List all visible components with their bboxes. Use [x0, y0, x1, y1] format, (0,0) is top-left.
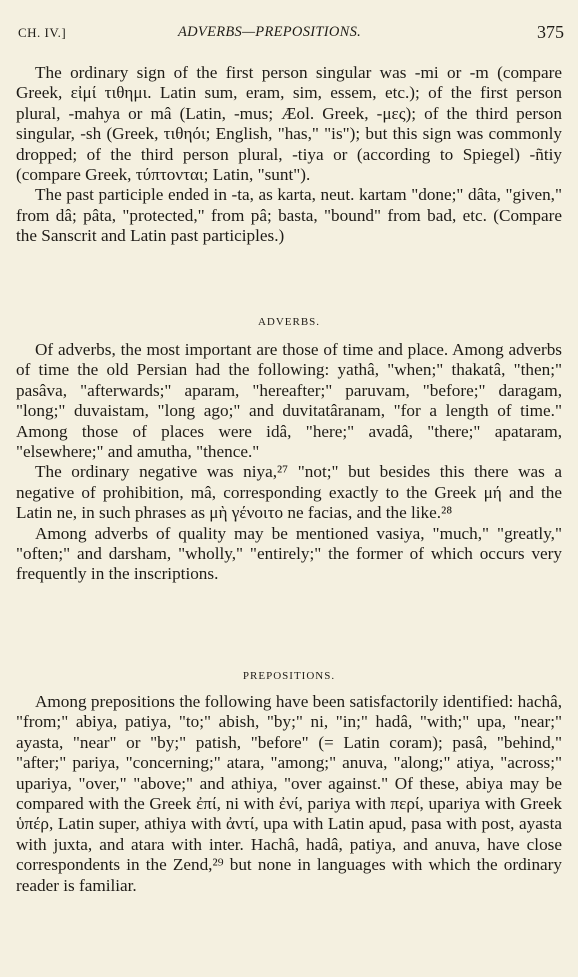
- section-heading-adverbs: ADVERBS.: [257, 316, 321, 328]
- paragraph: Of adverbs, the most important are those of time and place. Among adverbs of time the old Persian had the following: yathâ, "when;" thakatâ, "then;" pasâva, "afterwards;" aparam, "hereafter;" paruvam, "before;" daragam, "long;" duvaistam, "long ago;" and duvitatâranam, "for a length of time." Among those of places were idâ, "here;" avadâ, "there;" apataram, "elsewhere;" and amutha, "thence.": [16, 340, 562, 462]
- paragraph: The past participle ended in -ta, as karta, neut. kartam "done;" dâta, "given," from dâ; pâta, "protected," from pâ; basta, "bound" from bad, etc. (Compare the Sanscrit and Latin past participles.): [16, 185, 562, 246]
- adverbs-section: [16, 340, 562, 585]
- paragraph: The ordinary negative was niya,²⁷ "not;" but besides this there was a negative of prohibition, mâ, corresponding exactly to the Greek μή and the Latin ne, in such phrases as μὴ γένοιτο ne facias, and the like.²⁸: [16, 462, 562, 523]
- paragraph: Among adverbs of quality may be mentioned vasiya, "much," "greatly," "often;" and darsham, "wholly," "entirely;" the former of which occurs very frequently in the inscriptions.: [16, 523, 562, 584]
- paragraph: Among prepositions the following have been satisfactorily identified: hachâ, "from;" abiya, patiya, "to;" abish, "by;" ni, "in;" hadâ, "with;" upa, "near;" ayasta, "near" or "by;" patish, "before" (= Latin coram); pasâ, "behind," "after;" pariya, "concerning;" atara, "among;" anuva, "along;" atiya, "across;" upariya, "over," "above;" and athiya, "over against." Of these, abiya may be compared with the Greek ἐπί, ni with ἐνί, pariya with περί, upariya with Greek ὑπέρ, Latin super, athiya with ἀντί, upa with Latin apud, pasa with post, ayasta with juxta, and atara with inter. Hachâ, hadâ, patiya, and anuva, have close correspondents in the Zend,²⁹ but none in languages with which the ordinary reader is familiar.: [16, 692, 562, 895]
- prepositions-section: [16, 692, 562, 896]
- paragraph: The ordinary sign of the first person singular was -mi or -m (compare Greek, εἰμί τιθημι. Latin sum, eram, sim, essem, etc.); of the first person plural, -mahya or mâ (Latin, -mus; Æol. Greek, -μες); of the third person singular, -sh (Greek, τιθηόι; English, "has," "is"); but this sign was commonly dropped; of the third person plural, -tiya or (according to Spiegel) -ñtiy (compare Greek, τύπτονται; Latin, "sunt").: [16, 63, 562, 185]
- intro-section: [16, 63, 562, 247]
- page-number: 375: [537, 22, 564, 42]
- section-heading-prepositions: PREPOSITIONS.: [242, 670, 336, 682]
- running-head: [18, 22, 564, 44]
- running-title: ADVERBS—PREPOSITIONS.: [178, 24, 362, 40]
- chapter-marker: CH. IV.]: [18, 25, 67, 40]
